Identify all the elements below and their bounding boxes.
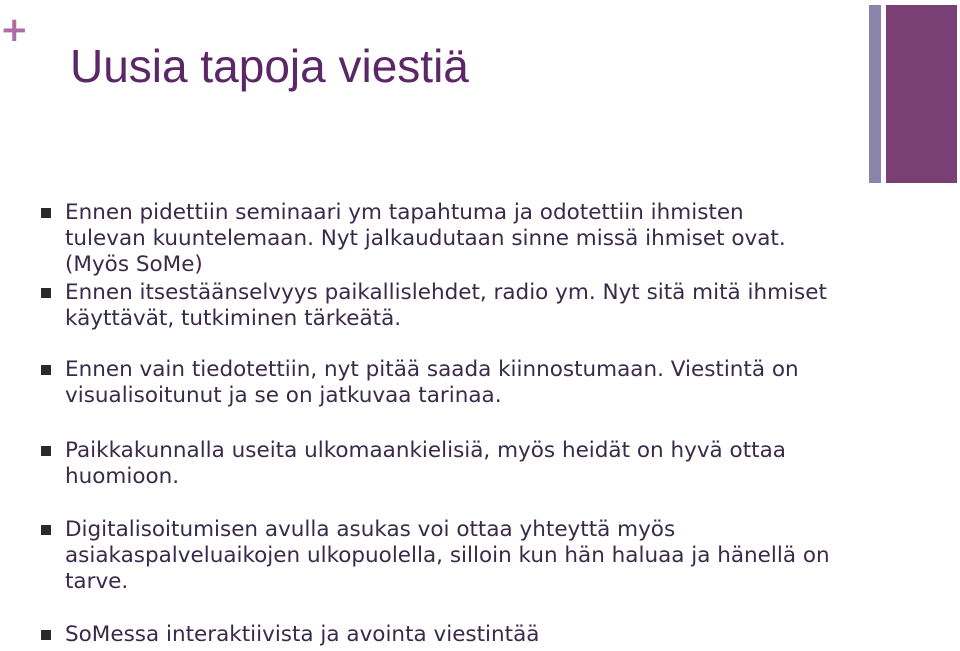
bullet-text: SoMessa interaktiivista ja avointa viestintää xyxy=(65,622,540,647)
bullet-text: Ennen itsestäänselvyys paikallislehdet, radio ym. Nyt sitä mitä ihmiset käyttävät, tutkiminen tärkeätä. xyxy=(65,280,827,331)
bullet-text: Ennen vain tiedotettiin, nyt pitää saada kiinnostumaan. Viestintä on visualisoitunut ja se on jatkuvaa tarinaa. xyxy=(65,357,799,408)
bullet-item xyxy=(41,357,831,409)
square-bullet-icon xyxy=(41,630,51,640)
bullet-text: Digitalisoitumisen avulla asukas voi ottaa yhteyttä myös asiakaspalveluaikojen ulkopuolella, silloin kun hän haluaa ja hänellä on tarve. xyxy=(65,517,830,594)
bullet-item xyxy=(41,438,831,490)
bullet-item xyxy=(41,200,831,278)
square-bullet-icon xyxy=(41,365,51,375)
slide-title: Uusia tapoja viestiä xyxy=(70,40,469,92)
bullet-text: Paikkakunnalla useita ulkomaankielisiä, myös heidät on hyvä ottaa huomioon. xyxy=(65,438,786,489)
square-bullet-icon xyxy=(41,525,51,535)
square-bullet-icon xyxy=(41,208,51,218)
decor-bar-thin xyxy=(869,5,881,183)
decor-bar-wide xyxy=(886,5,957,183)
bullet-item xyxy=(41,517,831,595)
bullet-item xyxy=(41,280,831,332)
bullet-item xyxy=(41,622,831,648)
plus-mark: + xyxy=(0,10,29,50)
bullet-text: Ennen pidettiin seminaari ym tapahtuma ja odotettiin ihmisten tulevan kuuntelemaan. Nyt jalkaudutaan sinne missä ihmiset ovat. (Myös SoMe) xyxy=(65,200,786,277)
square-bullet-icon xyxy=(41,446,51,456)
square-bullet-icon xyxy=(41,288,51,298)
